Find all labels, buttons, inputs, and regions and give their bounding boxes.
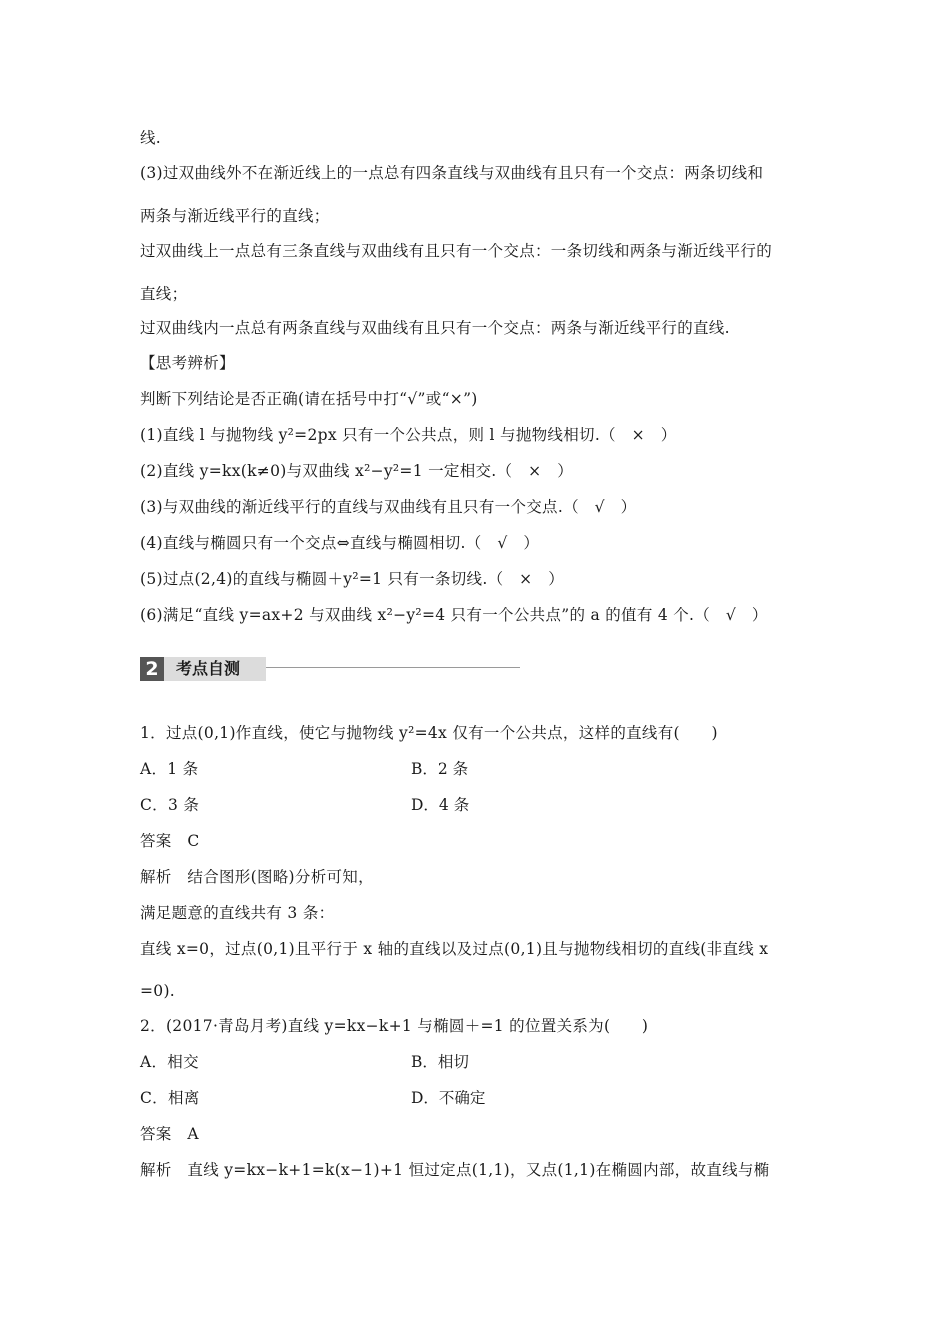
section-rule — [266, 667, 520, 668]
question-1-option-d: D．4 条 — [411, 796, 470, 814]
section-heading — [140, 657, 520, 683]
question-2-answer: 答案 A — [140, 1125, 199, 1143]
question-2-stem: 2．(2017·青岛月考)直线 y=kx−k+1 与椭圆＋=1 的位置关系为( ) — [140, 1017, 649, 1035]
question-1-analysis: 直线 x=0，过点(0,1)且平行于 x 轴的直线以及过点(0,1)且与抛物线相切的直线(非直线 x — [140, 940, 769, 958]
thinking-heading: 【思考辨析】 — [140, 354, 235, 372]
question-1-stem: 1．过点(0,1)作直线，使它与抛物线 y²=4x 仅有一个公共点，这样的直线有( ) — [140, 724, 718, 742]
question-1-analysis: =0). — [140, 982, 176, 1000]
text-line: 两条与渐近线平行的直线； — [140, 207, 330, 225]
text-line: (3)过双曲线外不在渐近线上的一点总有四条直线与双曲线有且只有一个交点：两条切线和 — [140, 164, 764, 182]
text-line: 直线； — [140, 285, 188, 303]
question-1-analysis: 满足题意的直线共有 3 条： — [140, 904, 335, 922]
question-2-option-d: D．不确定 — [411, 1089, 486, 1107]
question-2-option-b: B．相切 — [411, 1053, 469, 1071]
judgment-item-4: (4)直线与椭圆只有一个交点⇔直线与椭圆相切.（ √ ） — [140, 534, 540, 552]
question-1-answer: 答案 C — [140, 832, 200, 850]
question-1-option-a: A．1 条 — [140, 760, 199, 778]
question-2-option-a: A．相交 — [140, 1053, 199, 1071]
thinking-instruction: 判断下列结论是否正确(请在括号中打“√”或“×”) — [140, 390, 478, 408]
text-line: 过双曲线上一点总有三条直线与双曲线有且只有一个交点：一条切线和两条与渐近线平行的 — [140, 242, 773, 260]
question-1-option-b: B．2 条 — [411, 760, 469, 778]
judgment-item-3: (3)与双曲线的渐近线平行的直线与双曲线有且只有一个交点.（ √ ） — [140, 498, 637, 516]
question-1-analysis: 解析 结合图形(图略)分析可知， — [140, 868, 374, 886]
question-2-option-c: C．相离 — [140, 1089, 200, 1107]
question-2-analysis: 解析 直线 y=kx−k+1=k(x−1)+1 恒过定点(1,1)，又点(1,1)在椭圆内部，故直线与椭 — [140, 1161, 770, 1179]
judgment-item-2: (2)直线 y=kx(k≠0)与双曲线 x²−y²=1 一定相交.（ × ） — [140, 462, 574, 480]
judgment-item-1: (1)直线 l 与抛物线 y²=2px 只有一个公共点，则 l 与抛物线相切.（ × ） — [140, 426, 677, 444]
judgment-item-5: (5)过点(2,4)的直线与椭圆＋y²=1 只有一条切线.（ × ） — [140, 570, 565, 588]
question-1-option-c: C．3 条 — [140, 796, 200, 814]
section-title: 考点自测 — [176, 659, 241, 678]
text-line: 过双曲线内一点总有两条直线与双曲线有且只有一个交点：两条与渐近线平行的直线. — [140, 319, 730, 337]
judgment-item-6: (6)满足“直线 y=ax+2 与双曲线 x²−y²=4 只有一个公共点”的 a 的值有 4 个.（ √ ） — [140, 606, 768, 624]
text-line: 线. — [140, 129, 162, 147]
section-number: 2 — [140, 657, 164, 681]
